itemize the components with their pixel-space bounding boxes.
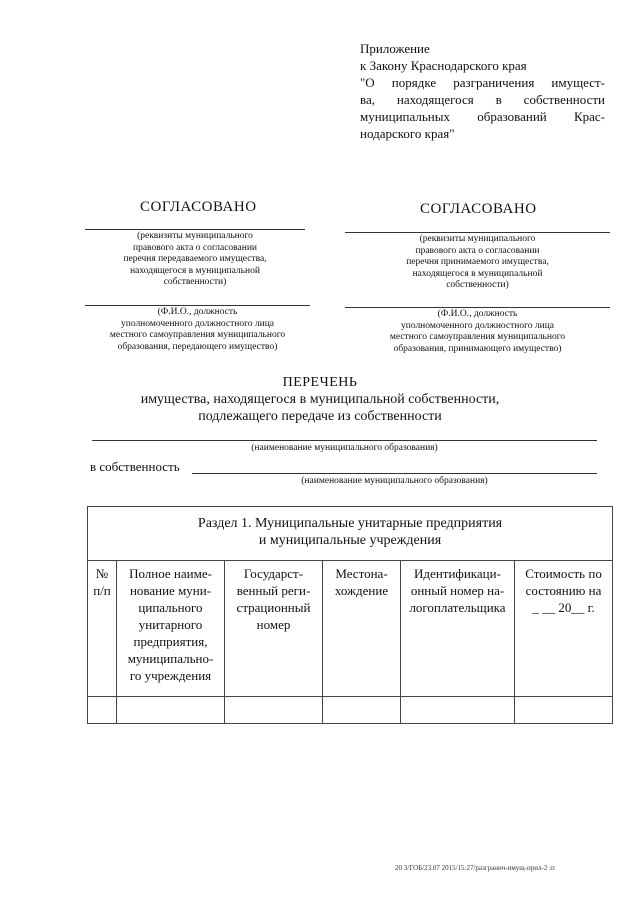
signature-line <box>85 305 310 306</box>
column-header-tax-id: Идентификаци- онный номер на- логоплательщика <box>401 561 515 697</box>
column-header-name: Полное наиме- нование муни- ципального унитарного предприятия, муниципально- го учреждения <box>117 561 225 697</box>
appendix-line: Приложение <box>360 41 430 56</box>
column-headers <box>88 561 613 697</box>
from-municipality-line <box>92 440 597 441</box>
footer-file-code: 20 3/ГОБ/23.07 2015/15:27/разгранич-имущ-прил-2 :п <box>395 864 555 872</box>
appendix-line: ва, находящегося в собственности <box>360 92 605 107</box>
column-header-number: № п/п <box>88 561 117 697</box>
signature-line <box>345 307 610 308</box>
list-heading <box>0 374 640 425</box>
to-municipality-line <box>192 473 597 474</box>
list-subtitle: подлежащего передаче из собственности <box>198 409 442 424</box>
appendix-note <box>360 40 605 142</box>
column-header-location: Местона- хождение <box>323 561 401 697</box>
appendix-line: к Закону Краснодарского края <box>360 58 527 73</box>
left-requisites-caption: (реквизиты муниципального правового акта о согласовании перечня передаваемого имущества, находящегося в муниципальной собственности) <box>123 231 267 287</box>
table-row <box>88 697 613 724</box>
right-requisites-caption: (реквизиты муниципального правового акта о согласовании перечня принимаемого имущества, находящегося в муниципальной собственности) <box>406 234 549 290</box>
right-official-caption: (Ф.И.О., должность уполномоченного должностного лица местного самоуправления муниципального образования, принимающего имущество) <box>389 309 566 354</box>
appendix-line: нодарского края" <box>360 126 455 141</box>
appendix-line: "О порядке разграничения имущест- <box>360 75 605 90</box>
to-municipality-label: в собственность <box>90 459 180 474</box>
to-municipality-caption: (наименование муниципального образования) <box>301 476 488 486</box>
appendix-line: муниципальных образований Крас- <box>360 109 605 124</box>
property-table <box>87 506 613 724</box>
left-agreed-title: СОГЛАСОВАНО <box>140 199 257 215</box>
signature-line <box>345 232 610 233</box>
right-agreed-title: СОГЛАСОВАНО <box>420 201 537 217</box>
column-header-value: Стоимость по состоянию на _ __ 20__ г. <box>515 561 613 697</box>
section-header: Раздел 1. Муниципальные унитарные предприятия и муниципальные учреждения <box>88 507 613 561</box>
list-subtitle: имущества, находящегося в муниципальной собственности, <box>140 392 500 407</box>
left-official-caption: (Ф.И.О., должность уполномоченного должностного лица местного самоуправления муниципального образования, передающего имущество) <box>109 307 286 352</box>
from-municipality-caption: (наименование муниципального образования) <box>251 443 438 453</box>
list-title: ПЕРЕЧЕНЬ <box>282 375 358 390</box>
column-header-registration: Государст- венный реги- страционный номер <box>225 561 323 697</box>
signature-line <box>85 229 305 230</box>
